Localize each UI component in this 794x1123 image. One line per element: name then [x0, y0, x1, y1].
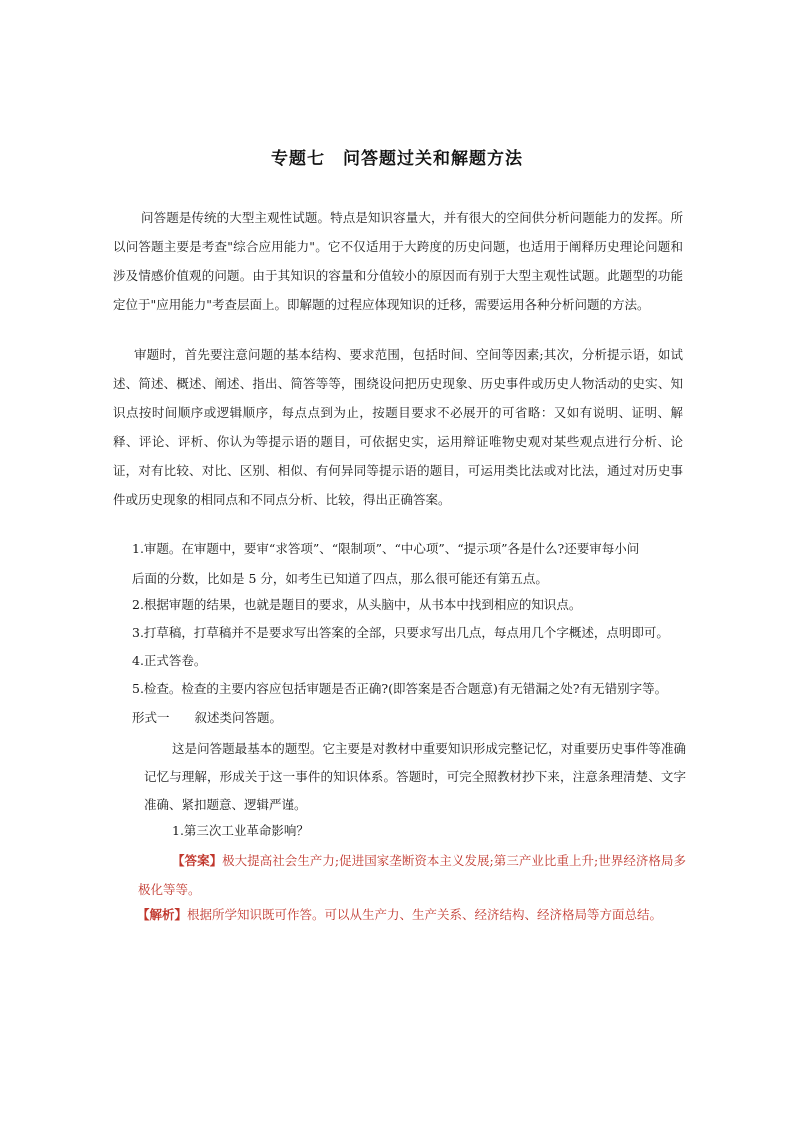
step-1-line-b: 后面的分数，比如是 5 分，如考生已知道了四点，那么很可能还有第五点。: [132, 571, 548, 586]
answer-text: 极大提高社会生产力;促进国家垄断资本主义发展;第三产业比重上升;世界经济格局多极化等等。: [138, 853, 686, 897]
analysis-block: [137, 902, 692, 928]
form-one-heading: 形式一 叙述类问答题。: [132, 710, 283, 725]
step-5: 5.检查。检查的主要内容应包括审题是否正确?(即答案是否合题意)有无错漏之处?有无错别字等。: [132, 681, 668, 696]
analysis-text: 根据所学知识既可作答。可以从生产力、生产关系、经济结构、经济格局等方面总结。: [187, 907, 663, 922]
step-1-line-a: 1.审题。在审题中，要审“求答项”、“限制项”、“中心项”、“提示项”各是什么?还要审每小问: [132, 541, 640, 556]
step-2: 2.根据审题的结果，也就是题目的要求，从头脑中，从书本中找到相应的知识点。: [132, 597, 582, 612]
answer-block: [138, 846, 686, 904]
step-4: 4.正式答卷。: [132, 653, 207, 668]
form-one-description: 这是问答题最基本的题型。它主要是对教材中重要知识形成完整记忆，对重要历史事件等准确记忆与理解，形成关于这一事件的知识体系。答题时，可完全照教材抄下来，注意条理清楚、文字准确、紧扣题意、逻辑严谨。: [144, 741, 686, 812]
answer-label: 【答案】: [172, 853, 223, 868]
question-1: 1.第三次工业革命影响？: [172, 823, 309, 838]
page-title: 专题七 问答题过关和解题方法: [271, 149, 523, 169]
step-3: 3.打草稿，打草稿并不是要求写出答案的全部，只要求写出几点，每点用几个字概述，点明即可。: [132, 625, 669, 640]
analysis-label: 【解析】: [137, 907, 188, 922]
review-paragraph: 审题时，首先要注意问题的基本结构、要求范围，包括时间、空间等因素;其次，分析提示语，如试述、简述、概述、阐述、指出、简答等等，围绕设问把历史现象、历史事件或历史人物活动的史实、知识点按时间顺序或逻辑顺序，每点点到为止，按题目要求不必展开的可省略：又如有说明、证明、解释、评论、评析、你认为等提示语的题目，可依据史实，运用辩证唯物史观对某些观点进行分析、论证，对有比较、对比、区别、相似、有何异同等提示语的题目，可运用类比法或对比法，通过对历史事件或历史现象的相同点和不同点分析、比较，得出正确答案。: [113, 347, 683, 507]
intro-paragraph: 问答题是传统的大型主观性试题。特点是知识容量大，并有很大的空间供分析问题能力的发挥。所以问答题主要是考查"综合应用能力"。它不仅适用于大跨度的历史问题，也适用于阐释历史理论问题和涉及情感价值观的问题。由于其知识的容量和分值较小的原因而有别于大型主观性试题。此题型的功能定位于"应用能力"考查层面上。即解题的过程应体现知识的迁移，需要运用各种分析问题的方法。: [113, 210, 683, 312]
